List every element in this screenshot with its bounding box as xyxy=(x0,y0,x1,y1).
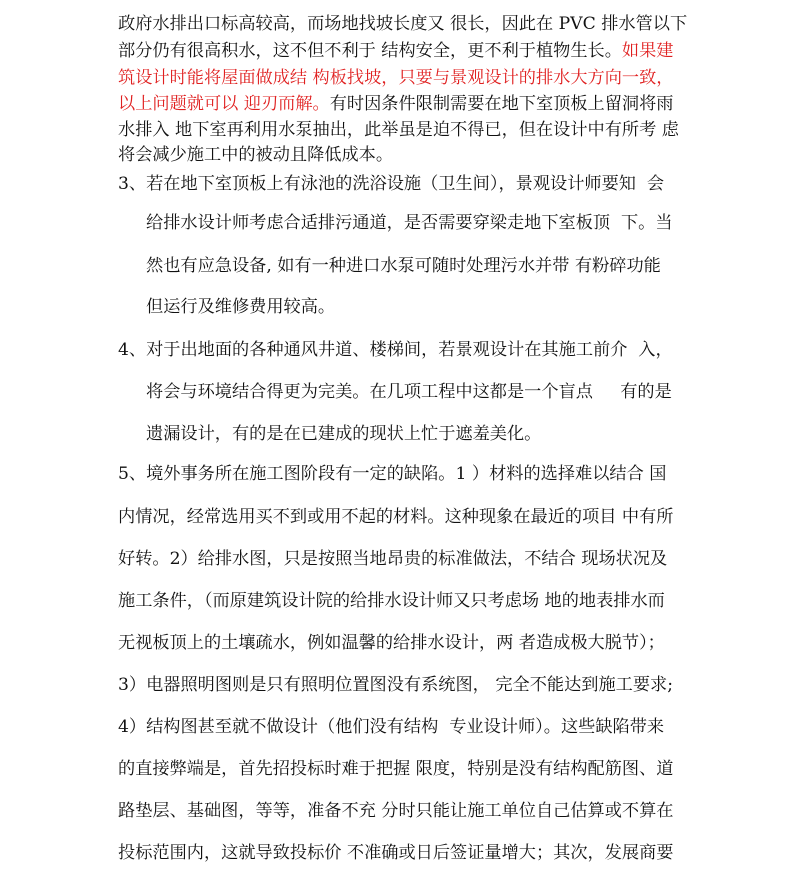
text-line: 4）结构图甚至就不做设计（他们没有结构 专业设计师）。这些缺陷带来 xyxy=(118,717,665,737)
text-line: 3、若在地下室顶板上有泳池的洗浴设施（卫生间），景观设计师要知 会 xyxy=(118,174,665,194)
text-line: 将会减少施工中的被动且降低成本。 xyxy=(118,145,394,165)
text-line: 政府水排出口标高较高，而场地找坡长度又 很长，因此在 PVC 排水管以下 xyxy=(118,14,688,34)
text-line: 无视板顶上的土壤疏水，例如温馨的给排水设计，两 者造成极大脱节）； xyxy=(118,633,665,653)
text-line: 好转。2）给排水图，只是按照当地昂贵的标准做法，不结合 现场状况及 xyxy=(118,549,668,569)
text-line: 4、对于出地面的各种通风井道、楼梯间，若景观设计在其施工前介 入， xyxy=(118,340,673,360)
text-span: 有时因条件限制需要在地下室顶板上留洞将雨 xyxy=(329,94,674,114)
text-line: 路垫层、基础图，等等，准备不充 分时只能让施工单位自己估算或不算在 xyxy=(118,801,674,821)
text-line: 的直接弊端是，首先招投标时难于把握 限度，特别是没有结构配筋图、道 xyxy=(118,759,674,779)
text-line: 但运行及维修费用较高。 xyxy=(146,297,336,317)
text-line: 投标范围内，这就导致投标价 不准确或日后签证量增大；其次，发展商要 xyxy=(118,843,674,863)
text-line: 3）电器照明图则是只有照明位置图没有系统图， 完全不能达到施工要求; xyxy=(118,675,674,695)
text-line: 5、境外事务所在施工图阶段有一定的缺陷。1 ）材料的选择难以结合 国 xyxy=(118,464,667,484)
text-line: 然也有应急设备, 如有一种进口水泵可随时处理污水并带 有粉碎功能 xyxy=(146,256,661,276)
text-line xyxy=(118,39,673,63)
text-line: 施工条件，（而原建筑设计院的给排水设计师又只考虑场 地的地表排水而 xyxy=(118,591,665,611)
text-line: 给排水设计师考虑合适排污通道，是否需要穿梁走地下室板顶 下。当 xyxy=(146,213,673,233)
text-line: 水排入 地下室再利用水泵抽出，此举虽是迫不得已，但在设计中有所考 虑 xyxy=(118,120,679,140)
highlighted-text: 如果建 xyxy=(621,41,674,61)
text-line: 将会与环境结合得更为完美。在几项工程中这都是一个盲点 有的是 xyxy=(146,382,672,402)
text-line: 遗漏设计，有的是在已建成的现状上忙于遮羞美化。 xyxy=(146,424,542,444)
highlighted-text: 以上问题就可以 迎刃而解。 xyxy=(118,94,330,114)
highlighted-text-line: 筑设计时能将屋面做成结 构板找坡，只要与景观设计的排水大方向一致， xyxy=(118,68,674,88)
text-line xyxy=(118,92,673,116)
text-line: 内情况，经常选用买不到或用不起的材料。这种现象在最近的项目 中有所 xyxy=(118,507,674,527)
text-span: 部分仍有很高积水，这不但不利于 结构安全，更不利于植物生长。 xyxy=(118,41,622,61)
